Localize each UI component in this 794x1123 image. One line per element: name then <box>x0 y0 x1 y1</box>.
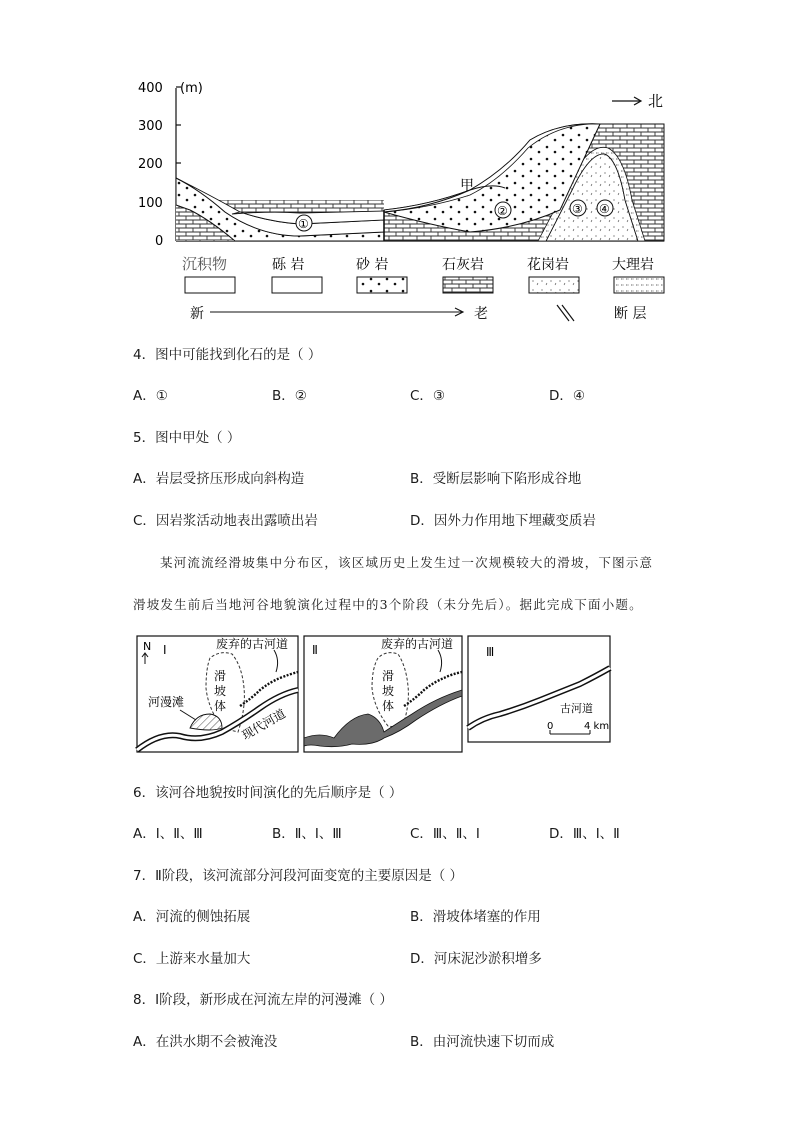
fault-symbol-icon <box>557 305 574 321</box>
panel-1-label: Ⅰ <box>163 643 167 657</box>
geologic-cross-section <box>0 0 794 330</box>
q7-option-b[interactable]: B．滑坡体堵塞的作用 <box>410 909 541 925</box>
q5-option-d[interactable]: D．因外力作用地下埋藏变质岩 <box>410 513 596 529</box>
north-label: N <box>143 640 152 653</box>
swatch-limestone <box>443 277 493 293</box>
landslide-char: 滑 <box>382 669 395 683</box>
legend-label: 砂 岩 <box>356 257 389 273</box>
landslide-char: 体 <box>214 699 227 713</box>
panel-1 <box>137 636 298 752</box>
legend-label: 砾 岩 <box>272 257 305 273</box>
q7-option-a[interactable]: A．河流的侧蚀拓展 <box>133 909 251 925</box>
question-7: 7．Ⅱ阶段，该河流部分河段河面变宽的主要原因是（ ） <box>133 868 464 884</box>
question-4: 4．图中可能找到化石的是（ ） <box>133 347 322 363</box>
legend-label: 石灰岩 <box>442 257 484 273</box>
swatch-marble <box>614 277 664 293</box>
intro-line-1: 某河流流经滑坡集中分布区，该区域历史上发生过一次规模较大的滑坡，下图示意 <box>160 555 654 570</box>
panel-2 <box>304 636 462 752</box>
landslide-char: 坡 <box>214 684 227 698</box>
legend-new: 新 <box>190 306 204 322</box>
legend-label: 沉积物 <box>182 255 228 273</box>
q6-option-a[interactable]: A．Ⅰ、Ⅱ、Ⅲ <box>133 826 203 842</box>
landslide-char: 体 <box>382 699 395 713</box>
modern-channel-label: 现代河道 <box>239 706 289 743</box>
marker-2: ② <box>497 204 508 218</box>
y-unit: (m) <box>180 81 203 96</box>
swatch-sandstone <box>357 277 407 293</box>
question-8: 8．Ⅰ阶段，新形成在河流左岸的河漫滩（ ） <box>133 992 393 1008</box>
swatch-sediment <box>185 277 235 293</box>
q6-option-c[interactable]: C．Ⅲ、Ⅱ、Ⅰ <box>410 826 480 842</box>
question-5: 5．图中甲处（ ） <box>133 430 241 446</box>
q6-option-b[interactable]: B．Ⅱ、Ⅰ、Ⅲ <box>272 826 342 842</box>
legend-old: 老 <box>474 306 488 322</box>
swatch-granite <box>529 277 579 293</box>
q4-option-c[interactable]: C．③ <box>410 388 446 404</box>
panel-3 <box>468 636 610 742</box>
marker-1: ① <box>298 217 309 231</box>
y-tick: 300 <box>138 119 163 134</box>
legend-label: 大理岩 <box>612 257 654 273</box>
landslide-char: 坡 <box>382 684 395 698</box>
q5-option-c[interactable]: C．因岩浆活动地表出露喷出岩 <box>133 513 318 529</box>
q5-option-a[interactable]: A．岩层受挤压形成向斜构造 <box>133 471 305 487</box>
intro-line-2: 滑坡发生前后当地河谷地貌演化过程中的3个阶段（未分先后）。据此完成下面小题。 <box>133 597 643 612</box>
scale-km: 4 km <box>584 721 610 732</box>
y-tick: 100 <box>138 196 163 211</box>
y-tick: 200 <box>138 157 163 172</box>
north-label: 北 <box>648 92 664 110</box>
old-channel-label: 废弃的古河道 <box>216 637 289 651</box>
marker-4: ④ <box>599 202 610 216</box>
floodplain-label: 河漫滩 <box>148 695 185 709</box>
legend-label: 花岗岩 <box>527 257 569 273</box>
river-valley-panels <box>0 628 794 758</box>
swatch-conglomerate <box>272 277 322 293</box>
old-channel-label: 废弃的古河道 <box>381 637 454 651</box>
q5-option-b[interactable]: B．受断层影响下陷形成谷地 <box>410 471 582 487</box>
y-tick: 400 <box>138 81 163 96</box>
q7-option-c[interactable]: C．上游来水量加大 <box>133 951 251 967</box>
old-channel-label: 古河道 <box>560 702 593 715</box>
label-jia: 甲 <box>460 178 474 194</box>
q8-option-b[interactable]: B．由河流快速下切而成 <box>410 1034 555 1050</box>
landslide-char: 滑 <box>214 669 227 683</box>
question-6: 6．该河谷地貌按时间演化的先后顺序是（ ） <box>133 785 403 801</box>
scale-zero: 0 <box>547 721 554 732</box>
q4-option-d[interactable]: D．④ <box>549 388 585 404</box>
panel-2-label: Ⅱ <box>312 643 318 657</box>
q4-option-b[interactable]: B．② <box>272 388 307 404</box>
q8-option-a[interactable]: A．在洪水期不会被淹没 <box>133 1034 278 1050</box>
y-tick: 0 <box>155 234 164 249</box>
legend-fault: 断 层 <box>614 306 647 322</box>
panel-3-label: Ⅲ <box>486 645 495 659</box>
q7-option-d[interactable]: D．河床泥沙淤积增多 <box>410 951 542 967</box>
marker-3: ③ <box>572 202 583 216</box>
q6-option-d[interactable]: D．Ⅲ、Ⅰ、Ⅱ <box>549 826 620 842</box>
q4-option-a[interactable]: A．① <box>133 388 168 404</box>
